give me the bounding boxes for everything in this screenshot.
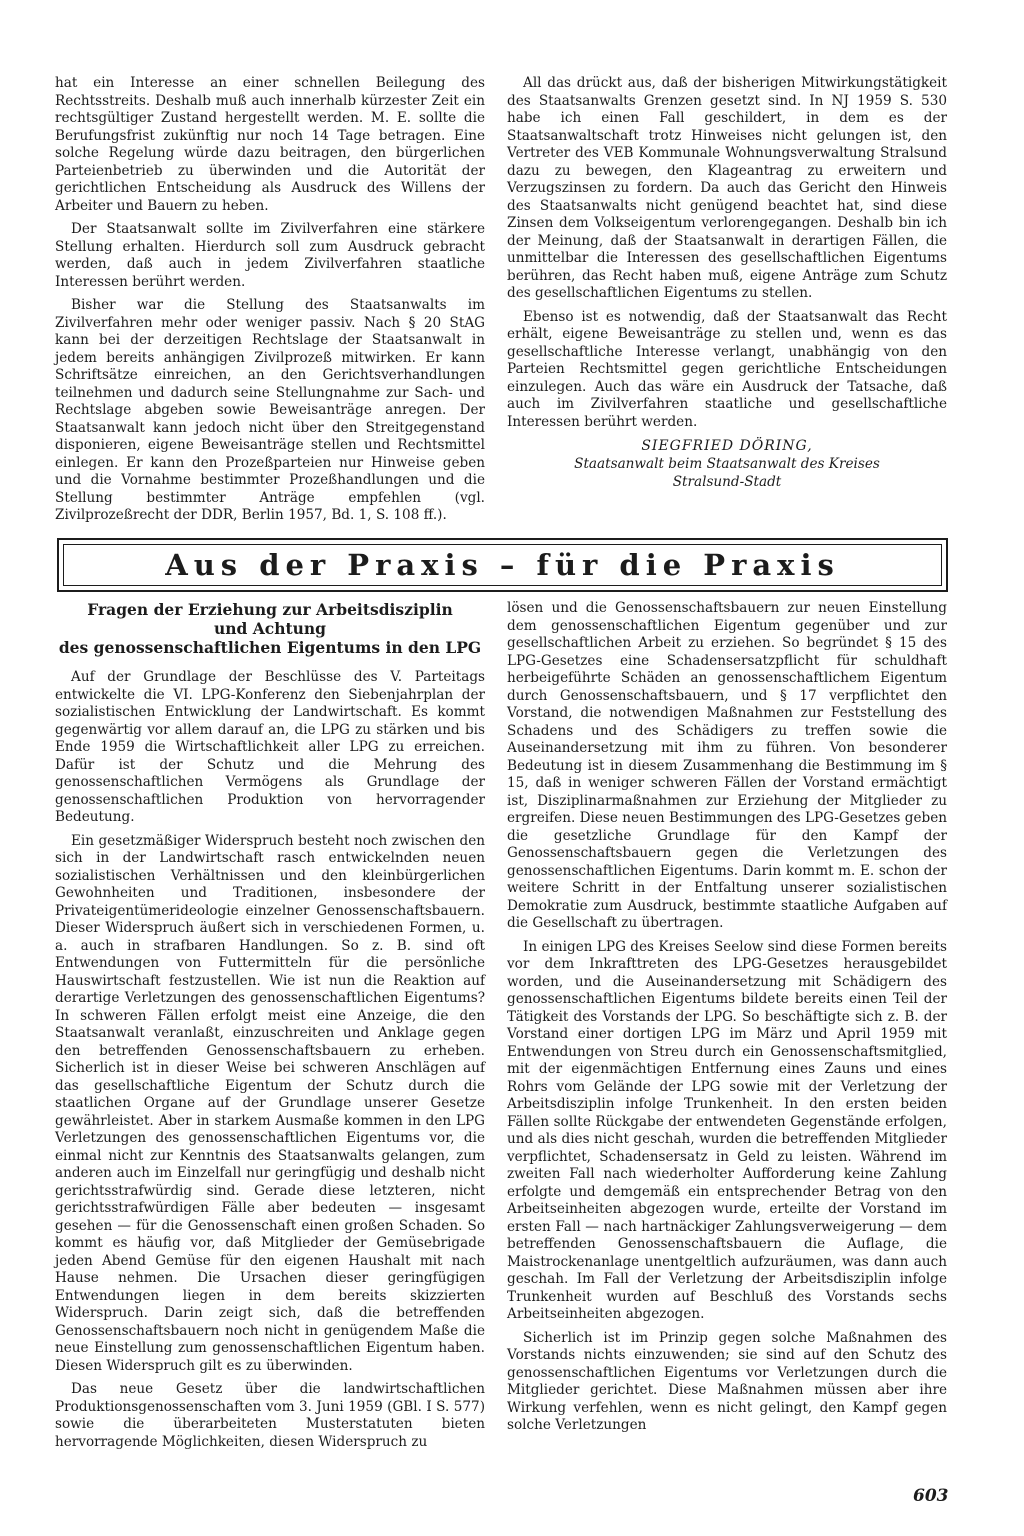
page-number: 603 bbox=[913, 1486, 949, 1506]
paragraph: Ein gesetzmäßiger Widerspruch besteht noch zwischen den sich in der Landwirtschaft rasch entwickelnden neuen sozialistischen Verhältnissen und den kleinbürgerlichen Gewohnheiten und Traditionen, insbesondere der Privateigentümerideologie einzelner Genossenschaftsbauern. Dieser Widerspruch äußert sich in verschiedenen Formen, u. a. auch in strafbaren Handlungen. So z. B. sind oft Entwendungen von Futtermitteln für die persönliche Hauswirtschaft festzustellen. Wie ist nun die Reaktion auf derartige Verletzungen des genossenschaftlichen Eigentums? In schweren Fällen erfolgt meist eine Anzeige, die den Staatsanwalt veranlaßt, einzuschreiten und Anklage gegen den betreffenden Genossenschaftsbauern zu erheben. Sicherlich ist in dieser Weise bei schweren Anschlägen auf das gesellschaftliche Eigentum der Schutz durch die staatlichen Organe auf der Grundlage unserer Gesetze gewährleistet. Aber in starkem Ausmaße kommen in den LPG Verletzungen des genossenschaftlichen Eigentums vor, die einmal nicht zur Kenntnis des Staatsanwalts gelangen, zum anderen auch im Einzelfall nur geringfügig und deshalb nicht gerichtsstrafwürdig sind. Gerade diese letzteren, nicht gerichtsstrafwürdigen Fälle aber bedeuten — insgesamt gesehen — für die Genossenschaft einen großen Schaden. So kommt es häufig vor, daß Mitglieder der Gemüsebrigade jeden Abend Gemüse für den eigenen Haushalt mit nach Hause nehmen. Die Ursachen dieser geringfügigen Entwendungen liegen in dem bereits skizzierten Widerspruch. Darin zeigt sich, daß die betreffenden Genossenschaftsbauern noch nicht in genügendem Maße die neue Einstellung zum genossenschaftlichen Eigentum haben. Diesen Widerspruch gilt es zu überwinden. bbox=[55, 832, 485, 1374]
paragraph: lösen und die Genossenschaftsbauern zur neuen Einstellung dem genossenschaftlichen Eigentum gegenüber und zur gesellschaftlichen Arbeit zu erziehen. So begründet § 15 des LPG-Gesetzes eine Schadensersatzpflicht für schuldhaft herbeigeführte Schäden an genossenschaftlichem Eigentum durch Genossenschaftsbauern, und § 17 verpflichtet den Vorstand, die notwendigen Maßnahmen zur Feststellung des Schadens und des Schädigers zu treffen sowie die Auseinandersetzung mit ihm zu führen. Von besonderer Bedeutung ist in diesem Zusammenhang die Bestimmung im § 15, daß in weniger schweren Fällen der Vorstand ermächtigt ist, Disziplinarmaßnahmen zur Erziehung der Mitglieder zu ergreifen. Diese neuen Bestimmungen des LPG-Gesetzes geben die gesetzliche Grundlage für den Kampf der Genossenschaftsbauern gegen die Verletzungen des genossenschaftlichen Eigentums. Darin kommt m. E. schon der weitere Schritt in der Entfaltung unserer sozialistischen Demokratie zum Ausdruck, bestimmte staatliche Aufgaben auf die Gesellschaft zu übertragen. bbox=[507, 600, 947, 931]
article-right-column bbox=[507, 600, 947, 1441]
article-heading bbox=[55, 600, 485, 657]
top-right-column bbox=[507, 75, 947, 491]
section-banner-inner bbox=[63, 544, 942, 586]
paragraph: All das drückt aus, daß der bisherigen Mitwirkungstätigkeit des Staatsanwalts Grenzen gesetzt sind. In NJ 1959 S. 530 habe ich einen Fall geschildert, in dem es der Staatsanwaltschaft trotz Hinweises nicht gelungen ist, den Vertreter des VEB Kommunale Wohnungsverwaltung Stralsund dazu zu bewegen, den Klageantrag zu erweitern und Verzugszinsen zu fordern. Da auch das Gericht den Hinweis des Staatsanwalts nicht genügend beachtet hat, sind diese Zinsen dem Volkseigentum verlorengegangen. Deshalb bin ich der Meinung, daß der Staatsanwalt in derartigen Fällen, die unmittelbar die Interessen des gesellschaftlichen Eigentums berühren, das Recht haben muß, eigene Anträge zum Schutz des gesellschaftlichen Eigentums zu stellen. bbox=[507, 75, 947, 301]
author-role: Staatsanwalt beim Staatsanwalt des Kreises bbox=[574, 456, 880, 472]
paragraph: Sicherlich ist im Prinzip gegen solche Maßnahmen des Vorstands nichts einzuwenden; sie sind auf den Schutz des genossenschaftlichen Eigentums vor Verletzungen durch die Mitglieder gerichtet. Diese Maßnahmen müssen aber ihre Wirkung verfehlen, wenn es nicht gelingt, den Kampf gegen solche Verletzungen bbox=[507, 1329, 947, 1433]
section-banner bbox=[57, 538, 948, 592]
article-heading-line: des genossenschaftlichen Eigentums in den LPG bbox=[58, 638, 482, 657]
author-place: Stralsund-Stadt bbox=[672, 474, 782, 490]
paragraph: Auf der Grundlage der Beschlüsse des V. Parteitags entwickelte die VI. LPG-Konferenz den Siebenjahrplan der sozialistischen Entwicklung der Landwirtschaft. Es kommt gegenwärtig vor allem darauf an, die LPG zu stärken und bis Ende 1959 die Wirtschaftlichkeit aller LPG zu erreichen. Dafür ist der Schutz und die Mehrung des genossenschaftlichen Vermögens als Grundlage der genossenschaftlichen Produktion von hervorragender Bedeutung. bbox=[55, 669, 485, 825]
article-heading-line: Fragen der Erziehung zur Arbeitsdisziplin bbox=[87, 600, 453, 619]
article-heading-line: und Achtung bbox=[213, 619, 327, 638]
author-signature bbox=[507, 437, 947, 491]
top-left-column bbox=[55, 75, 485, 531]
paragraph: Der Staatsanwalt sollte im Zivilverfahren eine stärkere Stellung erhalten. Hierdurch soll zum Ausdruck gebracht werden, daß auch in jedem Zivilverfahren staatliche Interessen berührt werden. bbox=[55, 221, 485, 290]
paragraph: Das neue Gesetz über die landwirtschaftlichen Produktionsgenossenschaften vom 3. Juni 1959 (GBl. I S. 577) sowie die überarbeiteten Musterstatuten bieten hervorragende Möglichkeiten, diesen Widerspruch zu bbox=[55, 1381, 485, 1450]
paragraph: Ebenso ist es notwendig, daß der Staatsanwalt das Recht erhält, eigene Beweisanträge zu stellen und, wenn es das gesellschaftliche Interesse verlangt, unabhängig von den Parteien Rechtsmittel gegen gerichtliche Entscheidungen einzulegen. Auch das wäre ein Ausdruck der Tatsache, daß auch im Zivilverfahren staatliche und gesellschaftliche Interessen berührt werden. bbox=[507, 308, 947, 430]
author-name: SIEGFRIED DÖRING, bbox=[641, 438, 813, 454]
article-left-column bbox=[55, 600, 485, 1457]
paragraph: In einigen LPG des Kreises Seelow sind diese Formen bereits vor dem Inkrafttreten des LPG-Gesetzes herausgebildet worden, und die Auseinandersetzung mit Schädigern des genossenschaftlichen Eigentums bildete bereits einen Teil der Tätigkeit des Vorstands der LPG. So beschäftigte sich z. B. der Vorstand einer dortigen LPG im März und April 1959 mit Entwendungen von Streu durch ein Genossenschaftsmitglied, mit der eigenmächtigen Entfernung eines Zauns und eines Rohrs vom Gelände der LPG sowie mit der Verletzung der Arbeitsdisziplin infolge Trunkenheit. In den ersten beiden Fällen sollte Rückgabe der entwendeten Gegenstände erfolgen, und als dies nicht geschah, wurden die betreffenden Mitglieder verpflichtet, Schadensersatz in Geld zu leisten. Während im zweiten Fall nach wiederholter Aufforderung keine Zahlung erfolgte und demgemäß ein entsprechender Betrag von den Arbeitseinheiten abgezogen wurde, erteilte der Vorstand im ersten Fall — nach hartnäckiger Zahlungsverweigerung — dem betreffenden Genossenschaftsbauern die Auflage, die Maistrockenanlage unentgeltlich aufzuräumen, was dann auch geschah. Im Fall der Verletzung der Arbeitsdisziplin infolge Trunkenheit wurden auf Beschluß des Vorstands sechs Arbeitseinheiten abgezogen. bbox=[507, 938, 947, 1322]
section-title: Aus der Praxis – für die Praxis bbox=[165, 548, 840, 582]
paragraph: hat ein Interesse an einer schnellen Beilegung des Rechtsstreits. Deshalb muß auch innerhalb kürzester Zeit ein rechtsgültiger Zustand hergestellt werden. M. E. sollte die Berufungsfrist zukünftig nur noch 14 Tage betragen. Eine solche Regelung würde dazu beitragen, den bürgerlichen Parteienbetrieb zu überwinden und die Autorität der gerichtlichen Entscheidung als Ausdruck des Willens der Arbeiter und Bauern zu heben. bbox=[55, 75, 485, 214]
paragraph: Bisher war die Stellung des Staatsanwalts im Zivilverfahren mehr oder weniger passiv. Nach § 20 StAG kann bei der derzeitigen Rechtslage der Staatsanwalt in jedem bereits anhängigen Zivilprozeß mitwirken. Er kann Schriftsätze einreichen, an den Gerichtsverhandlungen teilnehmen und dadurch seine Stellungnahme zur Sach- und Rechtslage abgeben sowie Beweisanträge anregen. Der Staatsanwalt kann jedoch nicht über den Streitgegenstand disponieren, eigene Beweisanträge stellen und Rechtsmittel einlegen. Er kann den Prozeßparteien nur Hinweise geben und die Vornahme bestimmter Prozeßhandlungen und die Stellung bestimmter Anträge empfehlen (vgl. Zivilprozeßrecht der DDR, Berlin 1957, Bd. 1, S. 108 ff.). bbox=[55, 297, 485, 523]
